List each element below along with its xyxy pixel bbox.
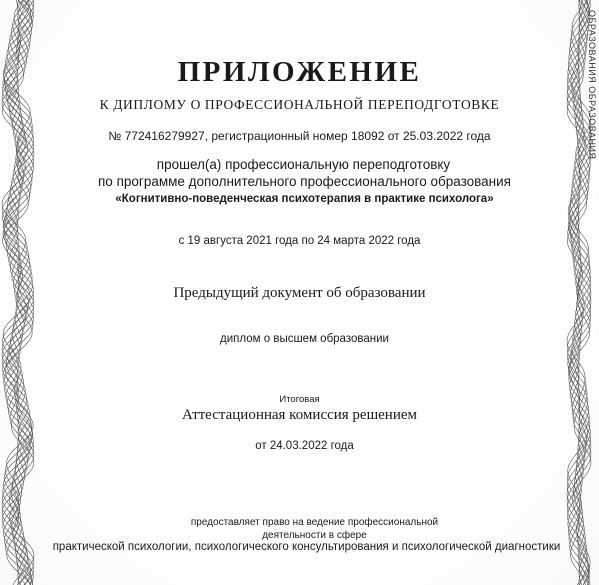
decision-date: от 24.03.2022 года (255, 440, 354, 452)
edge-watermark-text: ОБРАЗОВАНИЯ ОБРАЗОВАНИЯ (587, 10, 597, 160)
rights-line-2: деятельности в сфере (262, 530, 367, 541)
study-period: с 19 августа 2021 года по 24 марта 2022 года (178, 235, 421, 247)
previous-document-label: Предыдущий документ об образовании (173, 285, 426, 301)
rights-line-1: предоставляет право на ведение профессиональной (190, 517, 439, 528)
commission-line: Аттестационная комиссия решением (181, 407, 418, 423)
program-intro-line: по программе дополнительного профессионального образования (98, 174, 511, 189)
final-label: Итоговая (279, 394, 320, 405)
passed-retraining-line: прошел(а) профессиональную переподготовку (156, 157, 451, 172)
document-title: ПРИЛОЖЕНИЕ (177, 56, 422, 88)
diploma-number-line: № 772416279927, регистрационный номер 18092 от 25.03.2022 года (108, 129, 491, 143)
previous-document-value: диплом о высшем образовании (220, 333, 389, 345)
rights-line-3: практической психологии, психологического консультирования и психологической диагностики (52, 541, 561, 553)
document-subtitle: К ДИПЛОМУ О ПРОФЕССИОНАЛЬНОЙ ПЕРЕПОДГОТОВКЕ (99, 97, 500, 112)
program-name: «Когнитивно-поведенческая психотерапия в практике психолога» (115, 193, 494, 205)
